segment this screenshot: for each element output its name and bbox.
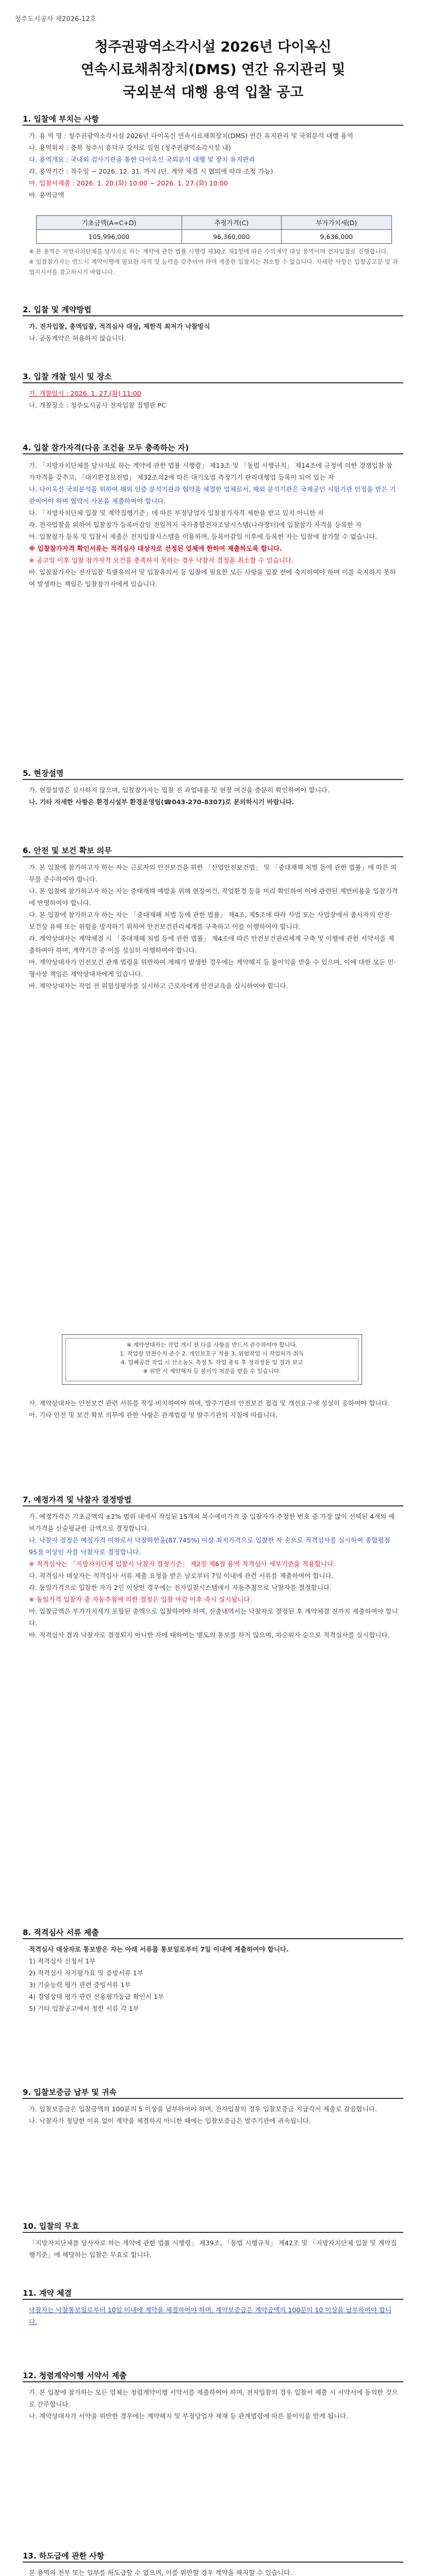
table-header-cell: 기초금액(A=C+D) [37,216,182,230]
s1-line: 나. 용역위치 : 충북 청주시 흥덕구 강서로 일원 (청주권광역소각시설 내) [29,144,231,151]
s7-line: 다. 적격심사 대상자는 적격심사 서류 제출 요청을 받은 날로부터 7일 이내에 관련 서류를 제출하여야 합니다. [29,1572,334,1580]
s7-line: 가. 예정가격은 기초금액의 ±2% 범위 내에서 작성된 15개의 복수예비가격 중 입찰자가 추첨한 번호 중 가장 많이 선택된 4개의 예비가격을 산술평균한 금액으로 결정합니다. [29,1513,395,1532]
s9-line: 가. 입찰보증금은 입찰금액의 100분의 5 이상을 납부하여야 하며, 전자입찰의 경우 입찰보증금 지급각서 제출로 갈음합니다. [29,2105,377,2113]
s4-line: ※ 입찰참가자격 확인서류는 적격심사 대상자로 선정된 업체에 한하여 제출하도록 합니다. [29,545,282,552]
section-2-body [29,320,398,344]
s1-line: 바. 용역금액 [29,191,64,199]
s5-line: 가. 현장설명은 실시하지 않으며, 입찰참가자는 입찰 전 과업내용 및 현장 여건을 충분히 확인하여야 합니다. [29,786,330,794]
s4-line: 다. 「지방자치단체 입찰 및 계약집행기준」에 따른 부정당업자 입찰참가자격 제한을 받고 있지 아니한 자 [29,509,324,517]
s2-line: 나. 공동계약은 허용하지 않습니다. [29,334,126,342]
s7-line: ※ 동일가격 입찰자 중 자동추첨에 의한 결정은 입찰 마감 이후 즉시 실시됩니다. [29,1596,252,1603]
s6-line: 다. 본 입찰에 참가하고자 하는 자는 「중대재해 처벌 등에 관한 법률」 제4조, 제5조에 따라 사업 또는 사업장에서 종사자의 안전·보건상 유해 또는 위험을 방지하기 위하여 안전보건관리체계를 구축하고 이를 이행하여야 합니다. [29,911,392,930]
section-8-title: 8. 적격심사 서류 제출 [23,1928,99,1937]
title-line-2: 연속시료채취장치(DMS) 연간 유지관리 및 [80,62,346,78]
section-9-rule [23,2098,403,2099]
section-13-body [29,2567,398,2576]
section-2-rule [23,315,403,316]
section-1-body [29,130,398,201]
table-header-cell: 부가가치세(D) [281,216,391,230]
s8-line: 적격심사 대상자로 통보받은 자는 아래 서류를 통보일로부터 7일 이내에 제출하여야 합니다. [29,1945,289,1953]
s1-line: 가. 용 역 명 : 청주권광역소각시설 2026년 다이옥신 연속시료채취장치(DMS) 연간 유지관리 및 국외분석 대행 용역 [29,132,353,140]
section-7-title: 7. 예정가격 및 낙찰자 결정방법 [23,1495,132,1504]
s8-line: 4) 경영상태 평가 관련 신용평가등급 확인서 1부 [29,1993,164,2001]
s1-line: 다. 용역개요 : 국내외 검사기관을 통한 다이옥신 국외분석 대행 및 장치 유지관리 [29,156,255,163]
s3-line: 가. 개찰일시 : 2026. 1. 27.(화) 11:00 [29,389,141,397]
s6-line: 라. 계약상대자는 계약체결 시 「중대재해 처벌 등에 관한 법률」 제4조에 따른 안전보건관리체계 구축 및 이행에 관한 서약서를 제출하여야 하며, 계약기간 중 이를 성실히 이행하여야 합니다. [29,935,395,954]
section-13-rule [23,2562,403,2563]
s5-line: 나. 기타 자세한 사항은 환경시설부 환경운영팀(☎043-270-8307)로 문의하시기 바랍니다. [29,798,294,806]
title-line-1: 청주권광역소각시설 2026년 다이옥신 [94,39,332,55]
safety-rules-box [62,1334,362,1385]
document-number: 청주도시공사 제2026-12호 [14,15,96,23]
box-line: ※ 위반 시 계약해지 등 불이익 처분을 받을 수 있습니다. [143,1368,281,1375]
title-line-3: 국외분석 대행 용역 입찰 공고 [122,84,304,100]
price-table [36,215,392,244]
section-5-rule [23,779,403,780]
s2-line: 가. 전자입찰, 총액입찰, 적격심사 대상, 제한적 최저가 낙찰방식 [29,323,210,330]
section-10-body [29,2237,398,2261]
section-8-rule [23,1938,403,1939]
s6-line: 가. 본 입찰에 참가하고자 하는 자는 근로자의 안전보건을 위한 「산업안전보건법」 및 「중대재해 처벌 등에 관한 법률」에 따른 의무를 준수하여야 합니다. [29,863,397,883]
section-4-body [29,460,398,590]
s4-line: 가. 「지방자치단체를 당사자로 하는 계약에 관한 법률 시행령」 제13조 및 「동법 시행규칙」 제14조에 규정에 의한 경쟁입찰 참가자격을 갖추고, 「대기환경보전법」 제32조의2에 따른 대기오염 측정기기 관리대행업 등록이 되어 있는 자 [29,462,392,481]
section-10-title: 10. 입찰의 무효 [23,2222,79,2231]
s6-line: 마. 계약상대자가 안전보건 관계 법령을 위반하여 재해가 발생한 경우에는 계약해지 등 불이익을 받을 수 있으며, 이에 대한 모든 민·형사상 책임은 계약상대자에게 있습니다. [29,958,396,978]
s6-line: 나. 본 입찰에 참가하고자 하는 자는 중대재해 예방을 위해 현장여건, 작업환경 등을 미리 확인하여 이에 관련된 제반비용을 입찰가격에 반영하여야 합니다. [29,887,398,907]
section-12-title: 12. 청렴계약이행 서약서 제출 [23,2371,127,2380]
section-11-rule [23,2299,403,2300]
section-11-body [29,2304,398,2328]
section-6-rule [23,856,403,857]
section-9-body [29,2103,398,2127]
box-line: 1. 작업장 안전수칙 준수 2. 개인보호구 착용 3. 위험작업 시 작업허가 취득 [120,1350,304,1357]
safety-rules-inner [65,1338,358,1381]
section-1-rule [23,125,403,126]
note-line: ※ 입찰참가자는 반드시 계약이행에 필요한 자격 및 능력을 갖추어야 하며 제출한 입찰서는 취소할 수 없습니다. 자세한 사항은 입찰공고문 및 과업지시서를 참고하시기 바랍니다. [29,258,398,276]
s13-line: 본 용역의 전부 또는 일부를 하도급할 수 없으며, 이를 위반할 경우 계약을 해지할 수 있습니다. [29,2569,292,2576]
section-12-rule [23,2381,403,2382]
section-13-title: 13. 하도급에 관한 사항 [23,2551,105,2561]
s6-after-line: 사. 계약상대자는 안전보건 관련 서류를 작성·비치하여야 하며, 발주기관의 안전보건 점검 및 개선요구에 성실히 응하여야 합니다. [29,1399,390,1407]
table-cell: 96,360,000 [182,230,281,244]
box-line: 4. 밀폐공간 작업 시 산소농도 측정 5. 작업 종료 후 정리정돈 및 결과 보고 [121,1359,303,1366]
s1-line: 라. 용역기간 : 착수일 ~ 2026. 12. 31. 까지 (단, 계약 체결 시 협의에 따라 조정 가능) [29,167,273,175]
s7-line: 바. 적격심사 결과 낙찰자로 결정되지 아니한 자에 대하여는 별도의 통보를 하지 않으며, 차순위자 순으로 적격심사를 실시합니다. [29,1631,390,1639]
s8-line: 3) 기술능력 평가 관련 증빙서류 1부 [29,1981,131,1989]
s12-line: 나. 계약상대자가 서약을 위반한 경우에는 계약해지 및 부정당업자 제재 등 관계법령에 따른 불이익을 받게 됩니다. [29,2412,349,2420]
notice-title [0,36,426,104]
section-7-body [29,1511,398,1641]
box-line: ※ 계약상대자는 작업 개시 전 다음 사항을 반드시 준수하여야 합니다. [126,1342,298,1348]
section-11-title: 11. 계약 체결 [23,2289,72,2298]
section-4-rule [23,453,403,454]
section-2-title: 2. 입찰 및 계약방법 [23,305,92,314]
s7-line: ※ 적격심사는 「지방자치단체 입찰시 낙찰자 결정기준」 제2장 제6절 용역 적격심사 세부기준을 적용합니다. [29,1560,336,1568]
section-1-title: 1. 입찰에 부치는 사항 [23,114,99,124]
section-8-body [29,1943,398,2014]
s11-line: 낙찰자는 낙찰통보일로부터 10일 이내에 계약을 체결하여야 하며, 계약보증금은 계약금액의 100분의 10 이상을 납부하여야 합니다. [29,2306,391,2326]
s9-line: 나. 낙찰자가 정당한 이유 없이 계약을 체결하지 아니한 때에는 입찰보증금은 발주기관에 귀속됩니다. [29,2117,311,2125]
s4-line: 라. 전자입찰을 위하여 입찰참가 등록마감일 전일까지 국가종합전자조달시스템(나라장터)에 입찰참가 자격을 등록한 자 [29,521,362,529]
s1-line: 마. 입찰서제출 : 2026. 1. 20.(화) 10:00 ~ 2026. 1. 27.(화) 10:00 [29,179,228,187]
section-3-body [29,387,398,411]
s8-line: 1) 적격심사 신청서 1부 [29,1957,96,1965]
section-7-rule [23,1505,403,1506]
section-12-body [29,2386,398,2422]
s6-after-line: 아. 기타 안전 및 보건 확보 의무에 관한 사항은 관계법령 및 발주기관의 지침에 따릅니다. [29,1411,278,1419]
price-table-row [37,230,392,244]
note-line: ※ 본 용역은 지방자치단체를 당사자로 하는 계약에 관한 법률 시행령 제30조 제1항에 따른 수의계약 대상 용역이며 전자입찰로 진행합니다. [29,248,389,255]
section-4-title: 4. 입찰 참가자격(다음 조건을 모두 충족하는 자) [23,443,189,452]
section-6-after [29,1397,398,1421]
s12-line: 가. 본 입찰에 참가하는 모든 업체는 청렴계약이행 서약서를 제출하여야 하며, 전자입찰의 경우 입찰서 제출 시 서약서에 동의한 것으로 간주합니다. [29,2388,398,2408]
s4-line: 나. 다이옥신 국외분석을 위하여 해외 인증 분석기관과 협약을 체결한 업체로서, 해외 분석기관은 국제공인 시험기관 인정을 받은 기관이어야 하며 협약서 사본을 제출하여야 합니다. [29,485,396,505]
s8-line: 5) 기타 입찰공고에서 정한 서류 각 1부 [29,2005,139,2012]
section-3-rule [23,382,403,383]
s4-line: 마. 입찰참가 등록 및 입찰서 제출은 전자입찰시스템을 이용하며, 등록마감일 이후에 등록한 자는 입찰에 참가할 수 없습니다. [29,533,378,540]
s10-line: 「지방자치단체를 당사자로 하는 계약에 관한 법률 시행령」 제39조, 「동법 시행규칙」 제42조 및 「지방자치단체 입찰 및 계약집행기준」에 해당하는 입찰은 무효로 합니다. [29,2239,397,2259]
s7-line: 라. 동일가격으로 입찰한 자가 2인 이상인 경우에는 전자입찰시스템에서 자동추첨으로 낙찰자를 결정합니다. [29,1584,332,1591]
section-5-body [29,784,398,808]
price-table-head [37,216,392,230]
s6-line: 바. 계약상대자는 작업 전 위험성평가를 실시하고 근로자에게 안전교육을 실시하여야 합니다. [29,982,288,990]
section-9-title: 9. 입찰보증금 납부 및 귀속 [23,2088,117,2097]
s3-line: 나. 개찰장소 : 청주도시공사 전자입찰 집행관 PC [29,401,166,409]
s4-line: 바. 입찰참가자는 전자입찰 특별유의서 및 입찰유의서 등 입찰에 필요한 모든 사항을 입찰 전에 숙지하여야 하며 이를 숙지하지 못하여 발생하는 책임은 입찰참가자에게 있습니다. [29,568,396,588]
section-5-title: 5. 현장설명 [23,769,64,778]
table-cell: 9,636,000 [281,230,391,244]
section-10-rule [23,2232,403,2233]
s7-line: 마. 입찰금액은 부가가치세가 포함된 총액으로 입찰하여야 하며, 산출내역서는 낙찰자로 결정된 후 계약체결 전까지 제출하여야 합니다. [29,1607,398,1627]
section-3-title: 3. 입찰 개찰 일시 및 장소 [23,372,112,381]
section-6-body [29,861,398,992]
s8-line: 2) 적격심사 자기평가표 및 증빙서류 1부 [29,1969,143,1977]
s4-line: ※ 공고일 이후 입찰 참가자격 요건을 충족하지 못하는 경우 낙찰자 결정을 취소할 수 있습니다. [29,556,293,564]
section-6-title: 6. 안전 및 보건 확보 의무 [23,846,112,855]
section-1-notes [29,246,398,277]
table-header-cell: 추정가격(C) [182,216,281,230]
table-cell: 105,996,000 [37,230,182,244]
s7-line: 나. 낙찰자 결정은 예정가격 이하로서 낙찰하한율(87.745%) 이상 최저가격으로 입찰한 자 순으로 적격심사를 실시하여 종합평점 95점 이상인 자를 낙찰자로 결정합니다. [29,1536,390,1556]
